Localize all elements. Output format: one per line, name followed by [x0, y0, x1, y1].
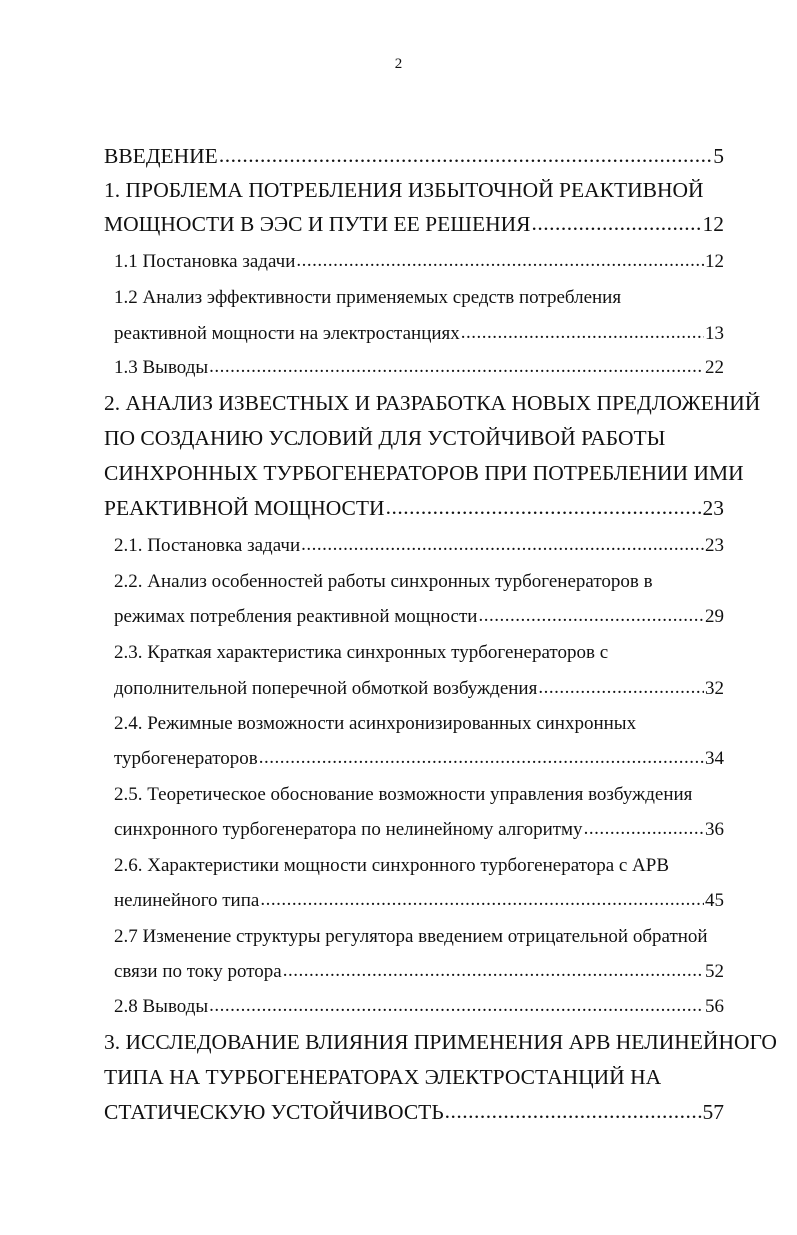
dot-leader	[386, 495, 702, 520]
dot-leader	[260, 889, 704, 911]
toc-entry-section-2-5-cont[interactable]	[114, 819, 724, 841]
toc-entry-title: 2.3. Краткая характеристика синхронных турбогенераторов с	[114, 642, 609, 663]
toc-entry-chapter-2-cont-1[interactable]	[104, 426, 724, 451]
toc-page-number: 12	[702, 212, 724, 236]
toc-entry-chapter-3[interactable]	[104, 1030, 777, 1055]
toc-entry-title: 2.6. Характеристики мощности синхронного турбогенератора с АРВ	[114, 855, 670, 876]
toc-entry-chapter-1-cont[interactable]	[104, 212, 724, 237]
toc-page-number: 23	[702, 496, 724, 520]
toc-page-number: 22	[705, 357, 724, 378]
toc-entry-section-2-6-cont[interactable]	[114, 890, 724, 912]
toc-entry-section-2-7[interactable]	[114, 926, 724, 948]
toc-entry-title: МОЩНОСТИ В ЭЭС И ПУТИ ЕЕ РЕШЕНИЯ	[104, 212, 531, 236]
toc-page-number: 52	[705, 961, 724, 982]
toc-entry-title: 2.5. Теоретическое обоснование возможности управления возбуждения	[114, 784, 693, 805]
toc-entry-title: 2.4. Режимные возможности асинхронизированных синхронных	[114, 713, 637, 734]
toc-entry-title: РЕАКТИВНОЙ МОЩНОСТИ	[104, 496, 385, 520]
toc-entry-section-1-2[interactable]	[114, 287, 724, 309]
dot-leader	[209, 995, 704, 1017]
dot-leader	[283, 960, 704, 982]
toc-entry-title: режимах потребления реактивной мощности	[114, 606, 478, 627]
toc-entry-section-2-7-cont[interactable]	[114, 961, 724, 983]
toc-entry-title: ПО СОЗДАНИЮ УСЛОВИЙ ДЛЯ УСТОЙЧИВОЙ РАБОТЫ	[104, 426, 666, 450]
toc-entry-section-2-2[interactable]	[114, 571, 724, 593]
toc-page-number: 36	[705, 819, 724, 840]
dot-leader	[538, 677, 704, 699]
dot-leader	[461, 322, 704, 344]
toc-entry-section-2-5[interactable]	[114, 784, 724, 806]
toc-page-number: 12	[705, 251, 724, 272]
toc-entry-title: СТАТИЧЕСКУЮ УСТОЙЧИВОСТЬ	[104, 1100, 444, 1124]
toc-page-number: 23	[705, 535, 724, 556]
toc-entry-chapter-2-cont-2[interactable]	[104, 461, 744, 486]
dot-leader	[296, 250, 704, 272]
toc-entry-section-1-3[interactable]	[114, 357, 724, 379]
toc-entry-section-1-2-cont[interactable]	[114, 323, 724, 345]
toc-entry-title: 2.1. Постановка задачи	[114, 535, 301, 556]
toc-entry-section-2-1[interactable]	[114, 535, 724, 557]
dot-leader	[301, 534, 704, 556]
toc-entry-section-2-6[interactable]	[114, 855, 724, 877]
toc-entry-chapter-3-cont-2[interactable]	[104, 1100, 724, 1125]
dot-leader	[531, 211, 701, 236]
toc-page-number: 32	[705, 678, 724, 699]
toc-entry-section-2-2-cont[interactable]	[114, 606, 724, 628]
toc-page-number: 5	[713, 144, 724, 168]
toc-entry-section-1-1[interactable]	[114, 251, 724, 273]
toc-entry-chapter-3-cont-1[interactable]	[104, 1065, 724, 1090]
toc-entry-title: ТИПА НА ТУРБОГЕНЕРАТОРАХ ЭЛЕКТРОСТАНЦИЙ НА	[104, 1065, 662, 1089]
toc-entry-title: 1.1 Постановка задачи	[114, 251, 296, 272]
toc-entry-chapter-2-cont-3[interactable]	[104, 496, 724, 521]
toc-entry-title: СИНХРОННЫХ ТУРБОГЕНЕРАТОРОВ ПРИ ПОТРЕБЛЕНИИ ИМИ	[104, 461, 744, 485]
toc-entry-title: 1. ПРОБЛЕМА ПОТРЕБЛЕНИЯ ИЗБЫТОЧНОЙ РЕАКТИВНОЙ	[104, 178, 704, 202]
toc-page-number: 29	[705, 606, 724, 627]
toc-entry-title: турбогенераторов	[114, 748, 258, 769]
dot-leader	[478, 605, 704, 627]
toc-entry-chapter-2[interactable]	[104, 391, 761, 416]
page-number: 2	[394, 56, 403, 72]
toc-entry-title: 3. ИССЛЕДОВАНИЕ ВЛИЯНИЯ ПРИМЕНЕНИЯ АРВ НЕЛИНЕЙНОГО	[104, 1030, 777, 1054]
toc-entry-title: реактивной мощности на электростанциях	[114, 323, 460, 344]
toc-entry-introduction[interactable]	[104, 144, 724, 169]
toc-entry-title: 2.7 Изменение структуры регулятора введением отрицательной обратной	[114, 926, 708, 947]
toc-page-number: 13	[705, 323, 724, 344]
toc-entry-title: 1.2 Анализ эффективности применяемых средств потребления	[114, 287, 622, 308]
toc-entry-section-2-4-cont[interactable]	[114, 748, 724, 770]
toc-page-number: 56	[705, 996, 724, 1017]
toc-entry-title: 2.8 Выводы	[114, 996, 209, 1017]
toc-page-number: 34	[705, 748, 724, 769]
toc-entry-title: связи по току ротора	[114, 961, 282, 982]
toc-entry-title: 2.2. Анализ особенностей работы синхронных турбогенераторов в	[114, 571, 653, 592]
toc-entry-chapter-1[interactable]	[104, 178, 724, 203]
dot-leader	[219, 143, 712, 168]
toc-page-number: 45	[705, 890, 724, 911]
dot-leader	[584, 818, 704, 840]
dot-leader	[259, 747, 704, 769]
dot-leader	[209, 356, 704, 378]
toc-entry-title: дополнительной поперечной обмоткой возбуждения	[114, 678, 538, 699]
toc-entry-title: ВВЕДЕНИЕ	[104, 144, 218, 168]
toc-page-number: 57	[702, 1100, 724, 1124]
toc-entry-section-2-3[interactable]	[114, 642, 724, 664]
toc-entry-title: нелинейного типа	[114, 890, 260, 911]
toc-entry-title: 2. АНАЛИЗ ИЗВЕСТНЫХ И РАЗРАБОТКА НОВЫХ ПРЕДЛОЖЕНИЙ	[104, 391, 761, 415]
dot-leader	[445, 1099, 702, 1124]
toc-entry-section-2-8[interactable]	[114, 996, 724, 1018]
toc-entry-section-2-4[interactable]	[114, 713, 724, 735]
toc-entry-section-2-3-cont[interactable]	[114, 678, 724, 700]
toc-entry-title: синхронного турбогенератора по нелинейному алгоритму	[114, 819, 583, 840]
toc-entry-title: 1.3 Выводы	[114, 357, 209, 378]
